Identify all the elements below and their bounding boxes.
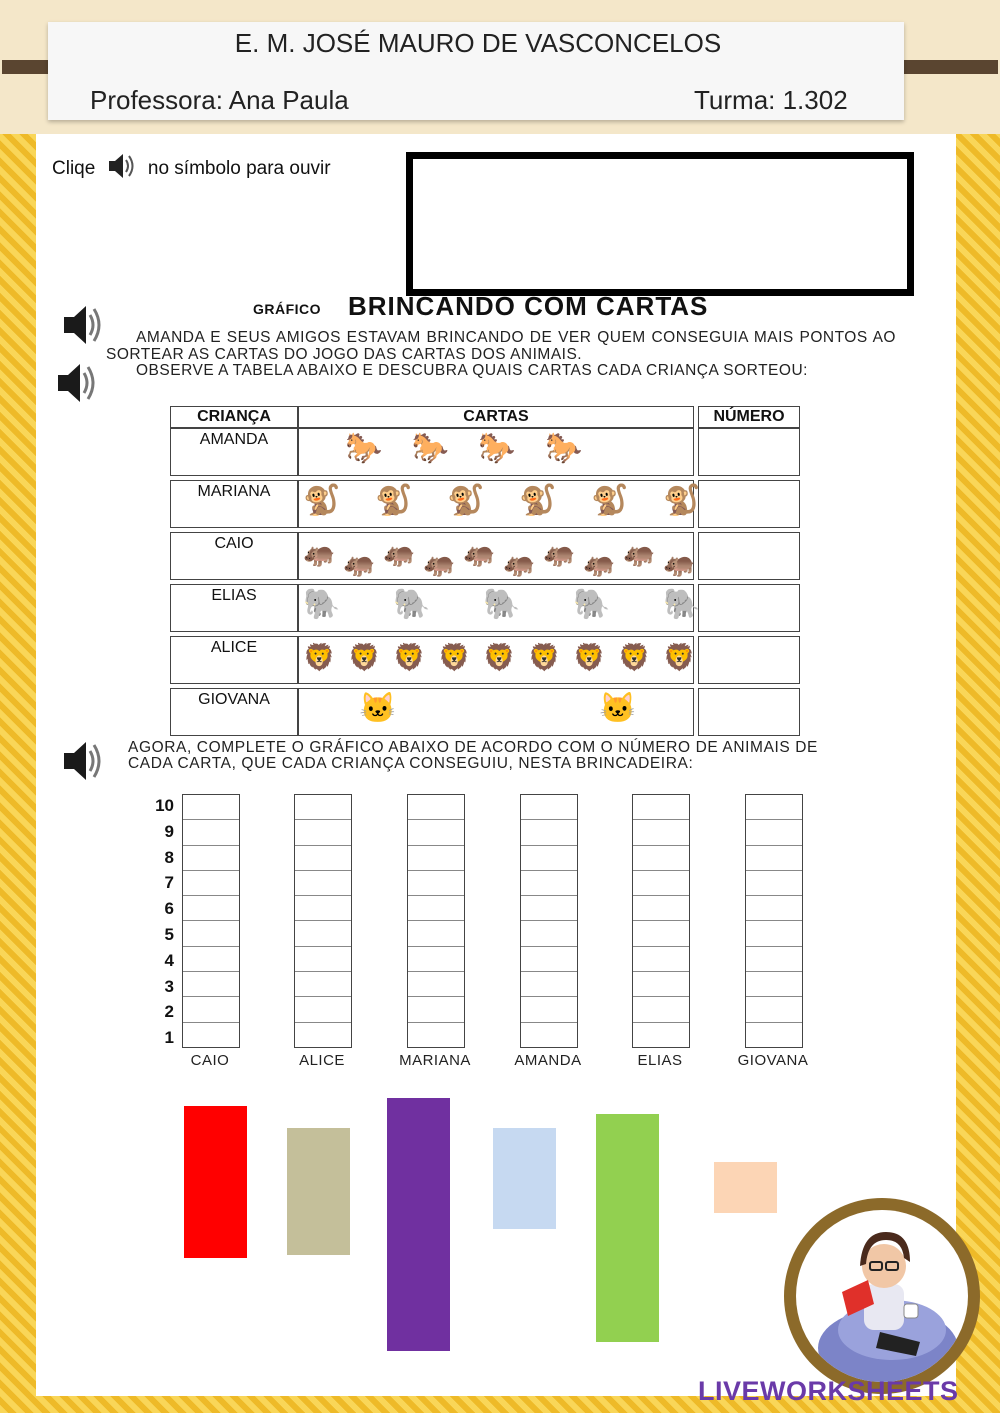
graph-cell [633, 896, 689, 921]
animal-cards [298, 584, 701, 632]
child-name: MARIANA [170, 480, 298, 528]
cat-icon: 🐱 [359, 692, 397, 725]
speaker-icon[interactable] [60, 300, 104, 355]
graph-cell [408, 921, 464, 946]
x-axis-label: ELIAS [637, 1052, 683, 1069]
hippo-icon: 🦛 [583, 548, 616, 578]
y-axis-tick: 3 [164, 976, 174, 996]
lion-icon: 🦁 [483, 642, 516, 672]
cards-table [170, 406, 800, 736]
graph-cell [633, 921, 689, 946]
hippo-icon: 🦛 [543, 538, 576, 568]
instructions-click-word: Cliqe [52, 158, 96, 179]
hippo-icon: 🦛 [623, 538, 656, 568]
y-axis-tick: 4 [164, 950, 174, 970]
number-input[interactable] [698, 480, 800, 528]
horse-icon: 🐎 [478, 432, 516, 465]
graph-cell [295, 997, 351, 1022]
graph-cell [633, 947, 689, 972]
horse-icon: 🐎 [545, 432, 583, 465]
graph-cell [746, 972, 802, 997]
graph-cell [183, 921, 239, 946]
header-number: NÚMERO [698, 406, 800, 428]
chart-instructions: AGORA, COMPLETE O GRÁFICO ABAIXO DE ACORDO COM O NÚMERO DE ANIMAIS DE CADA CARTA, QUE CADA CRIANÇA CONSEGUIU, NESTA BRINCADEIRA: [128, 739, 818, 772]
graph-cell [295, 896, 351, 921]
lion-icon: 🦁 [528, 642, 561, 672]
lion-icon: 🦁 [663, 642, 696, 672]
graph-cell [633, 1023, 689, 1047]
activity-title: BRINCANDO COM CARTAS [348, 291, 709, 321]
monkey-icon: 🐒 [375, 484, 413, 517]
speaker-icon[interactable] [60, 736, 104, 791]
graph-cell [633, 820, 689, 845]
x-axis-label: AMANDA [514, 1052, 582, 1069]
brand-live: LIVE [698, 1376, 761, 1406]
graph-cell [295, 972, 351, 997]
child-name: ELIAS [170, 584, 298, 632]
graph-column-slot[interactable] [407, 794, 465, 1048]
speaker-icon[interactable] [54, 358, 98, 413]
x-axis-label: ALICE [299, 1052, 345, 1069]
graph-column-slot[interactable] [520, 794, 578, 1048]
number-input[interactable] [698, 428, 800, 476]
horse-icon: 🐎 [411, 432, 450, 465]
hippo-icon: 🦛 [503, 548, 536, 578]
x-axis-label: CAIO [190, 1052, 230, 1069]
graph-cell [295, 871, 351, 896]
teacher-avatar-logo [784, 1198, 980, 1394]
graph-cell [746, 997, 802, 1022]
graph-cell [521, 947, 577, 972]
graph-cell [408, 947, 464, 972]
y-axis-tick: 8 [164, 847, 174, 867]
x-axis-label: MARIANA [399, 1052, 471, 1069]
graph-cell [408, 846, 464, 871]
graph-cell [521, 896, 577, 921]
graph-cell [633, 846, 689, 871]
graph-cell [295, 1023, 351, 1047]
graph-cell [295, 846, 351, 871]
graph-cell [408, 820, 464, 845]
hippo-icon: 🦛 [343, 548, 376, 578]
hippo-icon: 🦛 [383, 538, 416, 568]
speaker-icon [107, 150, 135, 188]
hippo-icon: 🦛 [663, 548, 696, 578]
graph-cell [521, 820, 577, 845]
graph-cell [633, 972, 689, 997]
animal-cards [298, 480, 701, 528]
graph-cell [521, 846, 577, 871]
graph-cell [746, 820, 802, 845]
graph-cell [633, 795, 689, 820]
graph-cell [746, 795, 802, 820]
green-bar[interactable] [596, 1114, 659, 1342]
answer-box[interactable] [406, 152, 914, 296]
intro-paragraph-2: OBSERVE A TABELA ABAIXO E DESCUBRA QUAIS CARTAS CADA CRIANÇA SORTEOU: [136, 362, 808, 379]
graph-column-slot[interactable] [632, 794, 690, 1048]
graph-column-slot[interactable] [745, 794, 803, 1048]
table-row [170, 688, 800, 736]
graph-cell [521, 871, 577, 896]
graph-cell [183, 896, 239, 921]
monkey-icon: 🐒 [447, 484, 485, 517]
graph-cell [295, 820, 351, 845]
graph-cell [408, 896, 464, 921]
number-input[interactable] [698, 688, 800, 736]
graph-cell [521, 972, 577, 997]
lion-icon: 🦁 [348, 642, 381, 672]
table-row [170, 480, 800, 528]
graph-cell [521, 921, 577, 946]
hippo-icon: 🦛 [463, 538, 496, 568]
horse-icon: 🐎 [345, 432, 383, 465]
number-input[interactable] [698, 584, 800, 632]
animal-cards [298, 688, 694, 736]
lion-icon: 🦁 [573, 642, 606, 672]
x-axis-label: GIOVANA [737, 1052, 809, 1069]
graph-cell [746, 1023, 802, 1047]
y-axis-tick: 10 [155, 796, 174, 815]
audio-instructions [52, 150, 331, 188]
brand-worksheets: WORKSHEETS [760, 1376, 959, 1406]
liveworksheets-logo [698, 1376, 959, 1407]
graph-cell [746, 921, 802, 946]
y-axis-tick: 7 [164, 873, 174, 893]
y-axis-tick: 6 [164, 899, 174, 919]
table-row [170, 532, 800, 580]
graph-cell [408, 1023, 464, 1047]
intro-text [106, 330, 896, 380]
graph-cell [746, 871, 802, 896]
hippo-icon: 🦛 [303, 538, 336, 568]
child-name: AMANDA [170, 428, 298, 476]
teacher-name: Professora: Ana Paula [90, 85, 349, 115]
hippo-icon: 🦛 [423, 548, 456, 578]
header-cards: CARTAS [298, 406, 694, 428]
monkey-icon: 🐒 [663, 484, 701, 517]
y-axis-tick: 2 [164, 1002, 174, 1022]
cat-icon: 🐱 [599, 692, 637, 725]
graph-cell [521, 1023, 577, 1047]
graph-cell [633, 871, 689, 896]
instructions-text: no símbolo para ouvir [147, 158, 331, 179]
graph-cell [295, 795, 351, 820]
title-label: GRÁFICO [253, 301, 322, 317]
animal-cards [298, 532, 694, 580]
table-row [170, 636, 800, 684]
elephant-icon: 🐘 [303, 588, 341, 621]
header-child: CRIANÇA [170, 406, 298, 428]
y-axis-tick: 9 [164, 821, 174, 841]
school-name: E. M. JOSÉ MAURO DE VASCONCELOS [234, 28, 722, 58]
lion-icon: 🦁 [438, 642, 471, 672]
graph-cell [183, 846, 239, 871]
graph-cell [295, 947, 351, 972]
intro-paragraph-1: AMANDA E SEUS AMIGOS ESTAVAM BRINCANDO DE VER QUEM CONSEGUIA MAIS PONTOS AO SORTEAR AS CARTAS DO JOGO DAS CARTAS DOS ANIMAIS. [106, 329, 896, 363]
graph-cell [408, 997, 464, 1022]
y-axis-tick: 5 [164, 925, 174, 944]
table-row [170, 584, 800, 632]
number-input[interactable] [698, 636, 800, 684]
graph-cell [183, 1023, 239, 1047]
graph-cell [408, 972, 464, 997]
graph-cell [183, 820, 239, 845]
lion-icon: 🦁 [393, 642, 426, 672]
graph-cell [295, 921, 351, 946]
monkey-icon: 🐒 [591, 484, 629, 517]
elephant-icon: 🐘 [483, 588, 521, 621]
graph-cell [408, 795, 464, 820]
graph-cell [183, 947, 239, 972]
lion-icon: 🦁 [618, 642, 651, 672]
graph-cell [746, 846, 802, 871]
graph-cell [521, 997, 577, 1022]
elephant-icon: 🐘 [573, 588, 611, 621]
lion-icon: 🦁 [303, 642, 336, 672]
child-name: GIOVANA [170, 688, 298, 736]
graph-column-slot[interactable] [294, 794, 352, 1048]
child-name: ALICE [170, 636, 298, 684]
graph-cell [183, 795, 239, 820]
monkey-icon: 🐒 [519, 484, 557, 517]
graph-cell [183, 997, 239, 1022]
elephant-icon: 🐘 [393, 588, 431, 621]
animal-cards [298, 428, 694, 476]
elephant-icon: 🐘 [663, 588, 701, 621]
child-name: CAIO [170, 532, 298, 580]
monkey-icon: 🐒 [303, 484, 341, 517]
graph-column-slot[interactable] [182, 794, 240, 1048]
purple-bar[interactable] [387, 1098, 450, 1351]
graph-cell [746, 896, 802, 921]
graph-cell [183, 871, 239, 896]
graph-cell [633, 997, 689, 1022]
peach-bar[interactable] [714, 1162, 777, 1213]
graph-cell [746, 947, 802, 972]
table-row [170, 428, 800, 476]
graph-cell [408, 871, 464, 896]
class-number: Turma: 1.302 [694, 85, 848, 115]
khaki-bar[interactable] [287, 1128, 350, 1255]
red-bar[interactable] [184, 1106, 247, 1258]
y-axis-tick: 1 [164, 1028, 174, 1048]
graph-cell [521, 795, 577, 820]
animal-cards [298, 636, 694, 684]
number-input[interactable] [698, 532, 800, 580]
light-blue-bar[interactable] [493, 1128, 556, 1229]
graph-cell [183, 972, 239, 997]
